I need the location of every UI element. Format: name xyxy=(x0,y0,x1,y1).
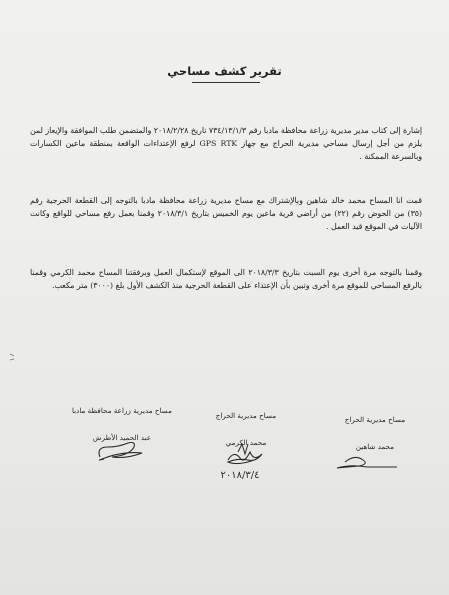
signature-role-1: مساح مديرية الحراج xyxy=(344,415,406,424)
margin-mark xyxy=(10,354,14,360)
signature-flourish-2 xyxy=(238,444,248,454)
document-title: تقرير كشف مساحي xyxy=(167,64,282,78)
document-date: ٢٠١٨/٣/٤ xyxy=(220,470,260,481)
signature-name-3: عبد الحميد الأطرش xyxy=(92,433,152,442)
signature-scribble-1 xyxy=(337,457,397,468)
signature-role-3: مساح مديرية زراعة محافظة مادبا xyxy=(71,406,173,415)
paragraph-3: وقمنا بالتوجه مرة أخرى يوم السبت بتاريخ ٢٠١٨/٣/٣ الى الموقع لإستكمال العمل وبرفقتنا المساح محمد الكرمي وقمنا بالرفع المساحي للموقع مرة أخرى وتبين بأن الإعتداء على القطعة الحرجية منذ الكشف الأول بلغ (٣٠٠٠) متر مكعب. xyxy=(30,268,423,291)
signature-name-1: محمد شاهين xyxy=(355,442,395,451)
signature-name-2: محمد الكرمي xyxy=(225,438,267,447)
signature-role-2: مساح مديرية الحراج xyxy=(215,411,277,420)
paragraph-1: إشارة إلى كتاب مدير مديرية زراعة محافظة مادبا رقم ٧٣٤/١٣/١/٣ تاريخ ٢٠١٨/٢/٢٨ والمتضمن طلب الموافقة والإيعاز لمن يلزم من أجل إرسال مساحي مديرية الحراج مع جهاز GPS RTK لرفع الإعتداءات الواقعة بمنطقة ماعين الكسارات وبالسرعة الممكنة . xyxy=(30,126,422,162)
signature-scribble-3 xyxy=(99,443,142,461)
paragraph-2: قمت انا المساح محمد خالد شاهين وبالإشتراك مع مساح مديرية زراعة محافظة مادبا بالتوجه إلى القطعة الحرجية رقم (٣٥) من الحوض رقم (٢٢) من أراضي قرية ماعين يوم الخميس بتاريخ ٢٠١٨/٣/١ وقمنا بعمل رفع مساحي للواقع وكانت الآليات في الموقع قيد العمل . xyxy=(30,196,423,232)
